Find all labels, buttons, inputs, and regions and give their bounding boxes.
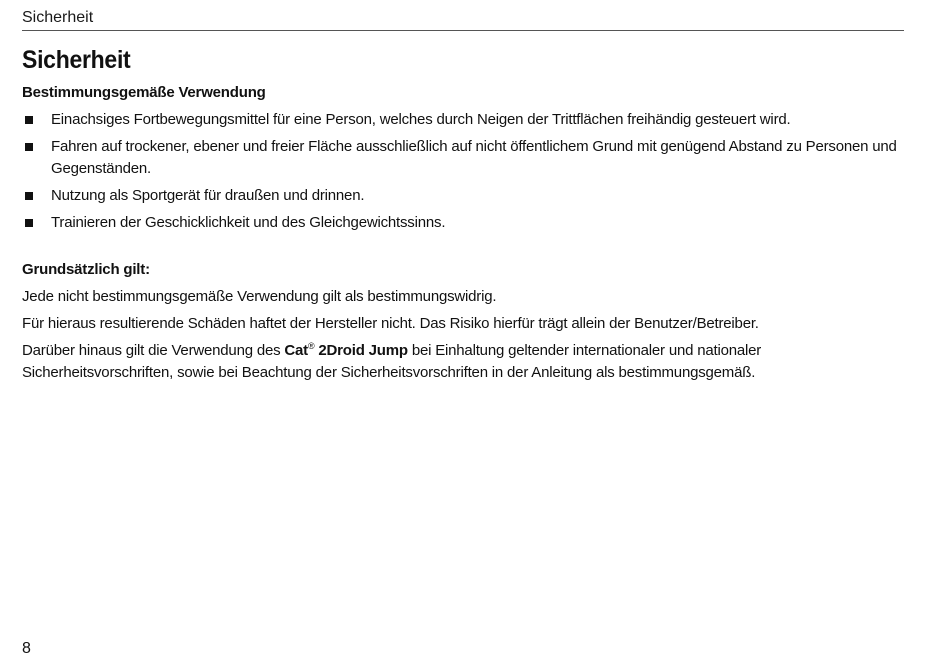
paragraph-intended-conditions [22, 340, 904, 384]
list-item-text: Nutzung als Sportgerät für draußen und drinnen. [51, 187, 365, 204]
list-item-text: Fahren auf trockener, ebener und freier Fläche ausschließlich auf nicht öffentlichem Grund mit genügend Abstand zu Personen und Gegenständen. [51, 138, 897, 177]
list-item [22, 185, 904, 207]
running-header-title: Sicherheit [22, 9, 94, 26]
list-item-text: Trainieren der Geschicklichkeit und des Gleichgewichtssinns. [51, 214, 446, 231]
list-item [22, 109, 904, 131]
main-content [22, 82, 904, 389]
page-number: 8 [22, 640, 31, 657]
square-bullet-icon [25, 143, 33, 151]
paragraph-text-after: bei Einhaltung geltender internationaler und nationaler Sicherheitsvorschriften, sowie bei Beachtung der Sicherheitsvorschriften in der Anleitung als bestimmungsgemäß. [22, 342, 762, 381]
paragraph-liability: Für hieraus resultierende Schäden haftet der Hersteller nicht. Das Risiko hierfür trägt allein der Benutzer/Betreiber. [22, 315, 759, 332]
product-name: 2Droid Jump [314, 342, 408, 359]
registered-mark: ® [307, 341, 315, 351]
paragraph-misuse: Jede nicht bestimmungsgemäße Verwendung gilt als bestimmungswidrig. [22, 288, 497, 305]
intended-use-list [22, 109, 904, 234]
list-item [22, 212, 904, 234]
running-header [22, 8, 904, 31]
square-bullet-icon [25, 116, 33, 124]
paragraph-text-before: Darüber hinaus gilt die Verwendung des [22, 342, 285, 359]
section-heading-general: Grundsätzlich gilt: [22, 261, 150, 278]
list-item-text: Einachsiges Fortbewegungsmittel für eine Person, welches durch Neigen der Trittflächen freihändig gesteuert wird. [51, 111, 791, 128]
list-item [22, 136, 904, 180]
square-bullet-icon [25, 192, 33, 200]
square-bullet-icon [25, 219, 33, 227]
page-title: Sicherheit [22, 46, 131, 74]
section-heading-intended-use: Bestimmungsgemäße Verwendung [22, 84, 266, 101]
brand-name: Cat [284, 342, 308, 359]
